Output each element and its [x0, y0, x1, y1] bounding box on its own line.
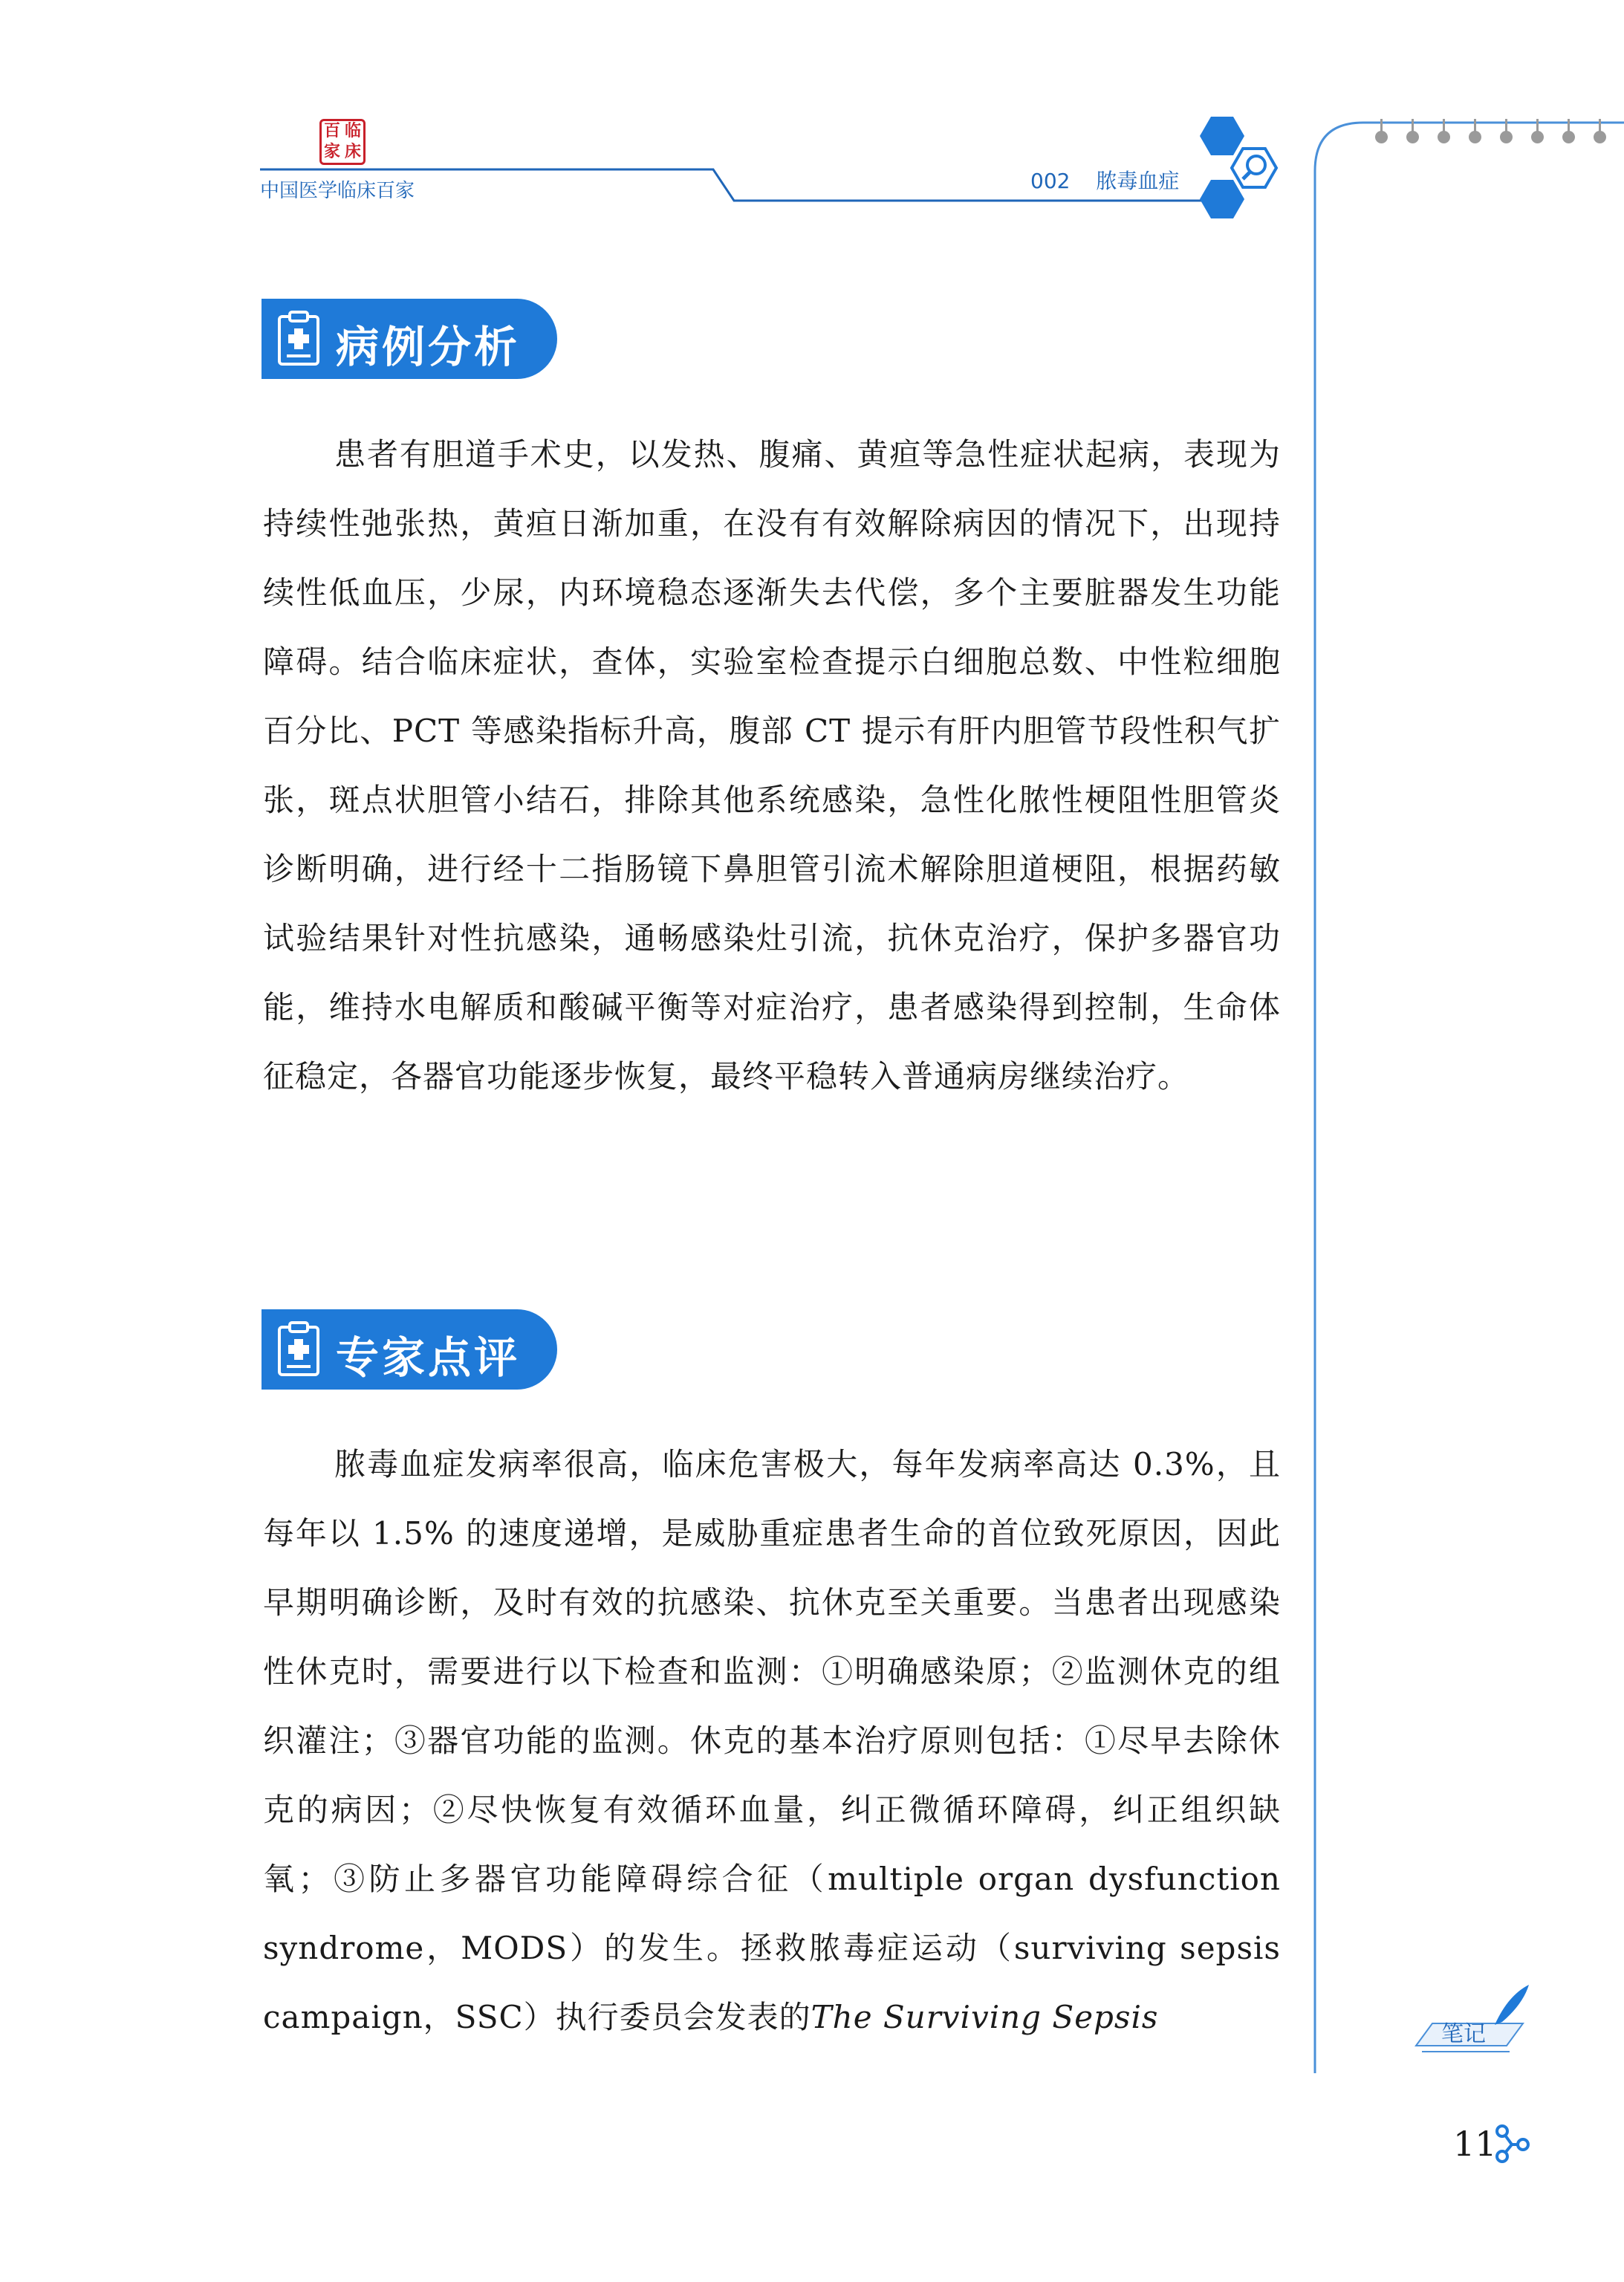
- ring-icon: [1374, 119, 1388, 144]
- publisher-logo: [319, 119, 366, 165]
- expert-comment-text: 脓毒血症发病率很高，临床危害极大，每年发病率高达 0.3%，且每年以 1.5% 的速度递增，是威胁重症患者生命的首位致死原因，因此早期明确诊断，及时有效的抗感染、抗休克至关重要。当患者出现感染性休克时，需要进行以下检查和监测：①明确感染原；②监测休克的组织灌注；③器官功能的监测。休克的基本治疗原则包括：①尽早去除休克的病因；②尽快恢复有效循环血量，纠正微循环障碍，纠正组织缺氧；③防止多器官功能障碍综合征（multiple organ dysfunction syndrome，MODS）的发生。拯救脓毒症运动（surviving sepsis campaign，SSC）执行委员会发表的: [263, 1446, 1281, 2035]
- section-heading: 病例分析: [336, 322, 521, 372]
- notes-label: 笔记: [1441, 2021, 1486, 2047]
- chapter-title: 脓毒血症: [1096, 169, 1180, 193]
- notes-margin-frame: [1308, 119, 1624, 2081]
- clipboard-medical-icon: [272, 309, 330, 369]
- case-analysis-paragraph: 患者有胆道手术史，以发热、腹痛、黄疸等急性症状起病，表现为持续性弛张热，黄疸日渐加重，在没有有效解除病因的情况下，出现持续性低血压，少尿，内环境稳态逐渐失去代偿，多个主要脏器发生功能障碍。结合临床症状，查体，实验室检查提示白细胞总数、中性粒细胞百分比、PCT 等感染指标升高，腹部 CT 提示有肝内胆管节段性积气扩张，斑点状胆管小结石，排除其他系统感染，急性化脓性梗阻性胆管炎诊断明确，进行经十二指肠镜下鼻胆管引流术解除胆道梗阻，根据药敏试验结果针对性抗感染，通畅感染灶引流，抗休克治疗，保护多器官功能，维持水电解质和酸碱平衡等对症治疗，患者感染得到控制，生命体征稳定，各器官功能逐步恢复，最终平稳转入普通病房继续治疗。: [263, 436, 1281, 1095]
- book-title: 中国医学临床百家: [260, 180, 415, 202]
- chapter-label: [1030, 165, 1179, 195]
- hexagon-magnifier-icon: [1185, 113, 1282, 224]
- logo-char: 百: [323, 122, 340, 140]
- ring-icon: [1593, 119, 1607, 144]
- clipboard-medical-icon: [272, 1320, 330, 1379]
- molecule-icon: [1493, 2122, 1530, 2164]
- notebook-rings: [1374, 119, 1624, 144]
- ring-icon: [1468, 119, 1482, 144]
- notes-pen-icon: [1412, 1980, 1538, 2062]
- ring-icon: [1437, 119, 1451, 144]
- chapter-number: 002: [1030, 169, 1071, 193]
- logo-char: 临: [344, 122, 361, 140]
- logo-char: 床: [344, 143, 361, 161]
- logo-char: 家: [323, 143, 340, 161]
- section-heading: 专家点评: [336, 1332, 521, 1383]
- ring-icon: [1562, 119, 1576, 144]
- page-number: 11: [1453, 2124, 1497, 2164]
- italic-title: The Surviving Sepsis: [811, 1999, 1159, 2035]
- ring-icon: [1406, 119, 1420, 144]
- ring-icon: [1530, 119, 1545, 144]
- expert-comment-paragraph: [263, 1430, 1281, 2052]
- ring-icon: [1499, 119, 1513, 144]
